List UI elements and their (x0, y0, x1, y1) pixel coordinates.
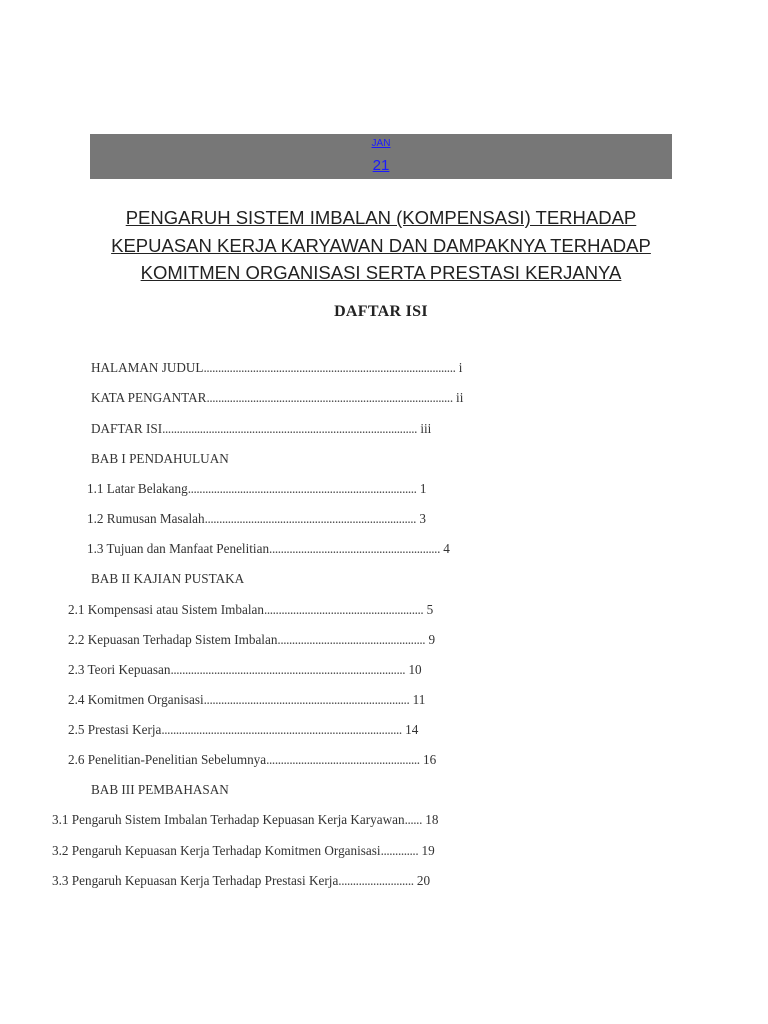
toc-entry-label: 3.3 Pengaruh Kepuasan Kerja Terhadap Prestasi Kerja (52, 873, 339, 888)
toc-entry (68, 632, 435, 648)
toc-entry (87, 541, 450, 557)
toc-entry (68, 602, 433, 618)
toc-entry (68, 662, 422, 678)
toc-chapter (91, 571, 244, 587)
title-line-2: KEPUASAN KERJA KARYAWAN DAN DAMPAKNYA TERHADAP (111, 234, 651, 256)
toc-entry-label: DAFTAR ISI (91, 421, 163, 436)
toc-entry-page: 16 (422, 752, 437, 767)
toc-entry-page: 9 (428, 632, 436, 647)
toc-entry (91, 421, 431, 437)
toc-entry-dots: ...... (404, 812, 422, 827)
toc-entry-dots: ........................................................... (269, 541, 440, 556)
toc-heading: DAFTAR ISI (334, 303, 428, 320)
toc-entry-label: 1.1 Latar Belakang (87, 481, 188, 496)
toc-entry-dots: ..................................................................................... (206, 390, 453, 405)
toc-entry-label: 3.2 Pengaruh Kepuasan Kerja Terhadap Komitmen Organisasi (52, 843, 381, 858)
toc-entry-label: 2.5 Prestasi Kerja (68, 722, 162, 737)
toc-entry-page: 11 (412, 692, 426, 707)
toc-entry-dots: ....................................................... (263, 602, 424, 617)
toc-chapter-label: BAB I PENDAHULUAN (91, 451, 229, 466)
toc-entry-page: 5 (426, 602, 434, 617)
date-day-link[interactable]: 21 (372, 157, 390, 174)
toc-entry-page: 18 (425, 812, 439, 827)
toc-entry-label: 2.3 Teori Kepuasan (68, 662, 171, 677)
toc-entry-page: iii (420, 421, 432, 436)
toc-entry-dots: ................................................................................. (170, 662, 406, 677)
toc-entry-label: 3.1 Pengaruh Sistem Imbalan Terhadap Kepuasan Kerja Karyawan (52, 812, 405, 827)
toc-entry-dots: ................................................... (277, 632, 426, 647)
toc-entry-page: 19 (421, 843, 435, 858)
toc-entry (91, 360, 462, 376)
toc-entry-dots: ......................................................................... (204, 511, 417, 526)
toc-entry-page: 4 (443, 541, 450, 556)
toc-entry (91, 390, 463, 406)
toc-entry-dots: ................................................................................... (161, 722, 402, 737)
toc-entry-dots: ....................................................................... (203, 692, 410, 707)
toc-entry-label: 1.3 Tujuan dan Manfaat Penelitian (87, 541, 270, 556)
toc-entry-dots: .......................... (338, 873, 414, 888)
toc-entry (52, 843, 435, 859)
toc-entry (68, 752, 436, 768)
toc-chapter-label: BAB III PEMBAHASAN (91, 782, 229, 797)
toc-entry (52, 873, 430, 889)
toc-chapter (91, 782, 229, 798)
toc-entry (52, 812, 438, 828)
toc-entry-label: HALAMAN JUDUL (91, 360, 204, 375)
toc-entry-dots: ..................................................... (266, 752, 420, 767)
toc-entry-page: 1 (419, 481, 427, 496)
toc-entry-page: 14 (405, 722, 419, 737)
toc-chapter (91, 451, 229, 467)
toc-entry-page: 20 (416, 873, 431, 888)
toc-entry-label: 2.1 Kompensasi atau Sistem Imbalan (68, 602, 264, 617)
toc-entry-label: KATA PENGANTAR (91, 390, 207, 405)
toc-entry-dots: ............................................................................... (187, 481, 417, 496)
date-month-link[interactable]: JAN (371, 138, 391, 149)
document-title (90, 204, 672, 287)
toc-chapter-label: BAB II KAJIAN PUSTAKA (91, 571, 245, 586)
toc-entry (68, 722, 418, 738)
toc-entry-label: 2.2 Kepuasan Terhadap Sistem Imbalan (68, 632, 278, 647)
title-line-1: PENGARUH SISTEM IMBALAN (KOMPENSASI) TERHADAP (125, 207, 637, 228)
date-banner (90, 134, 672, 179)
toc-entry-page: i (458, 360, 463, 375)
title-line-3: KOMITMEN ORGANISASI SERTA PRESTASI KERJANYA (140, 262, 622, 283)
toc-entry-page: ii (456, 390, 464, 405)
toc-entry-dots: ............. (380, 843, 419, 858)
toc-entry (68, 692, 425, 708)
toc-entry-page: 3 (419, 511, 426, 526)
toc-entry-label: 2.4 Komitmen Organisasi (68, 692, 204, 707)
toc-entry-dots: ........................................................................................ (162, 421, 418, 436)
toc-entry (87, 481, 426, 497)
toc-entry-page: 10 (408, 662, 422, 677)
toc-entry-label: 2.6 Penelitian-Penelitian Sebelumnya (68, 752, 267, 767)
toc-entry-dots: ....................................................................................... (203, 360, 456, 375)
toc-entry (87, 511, 426, 527)
toc-entry-label: 1.2 Rumusan Masalah (87, 511, 205, 526)
